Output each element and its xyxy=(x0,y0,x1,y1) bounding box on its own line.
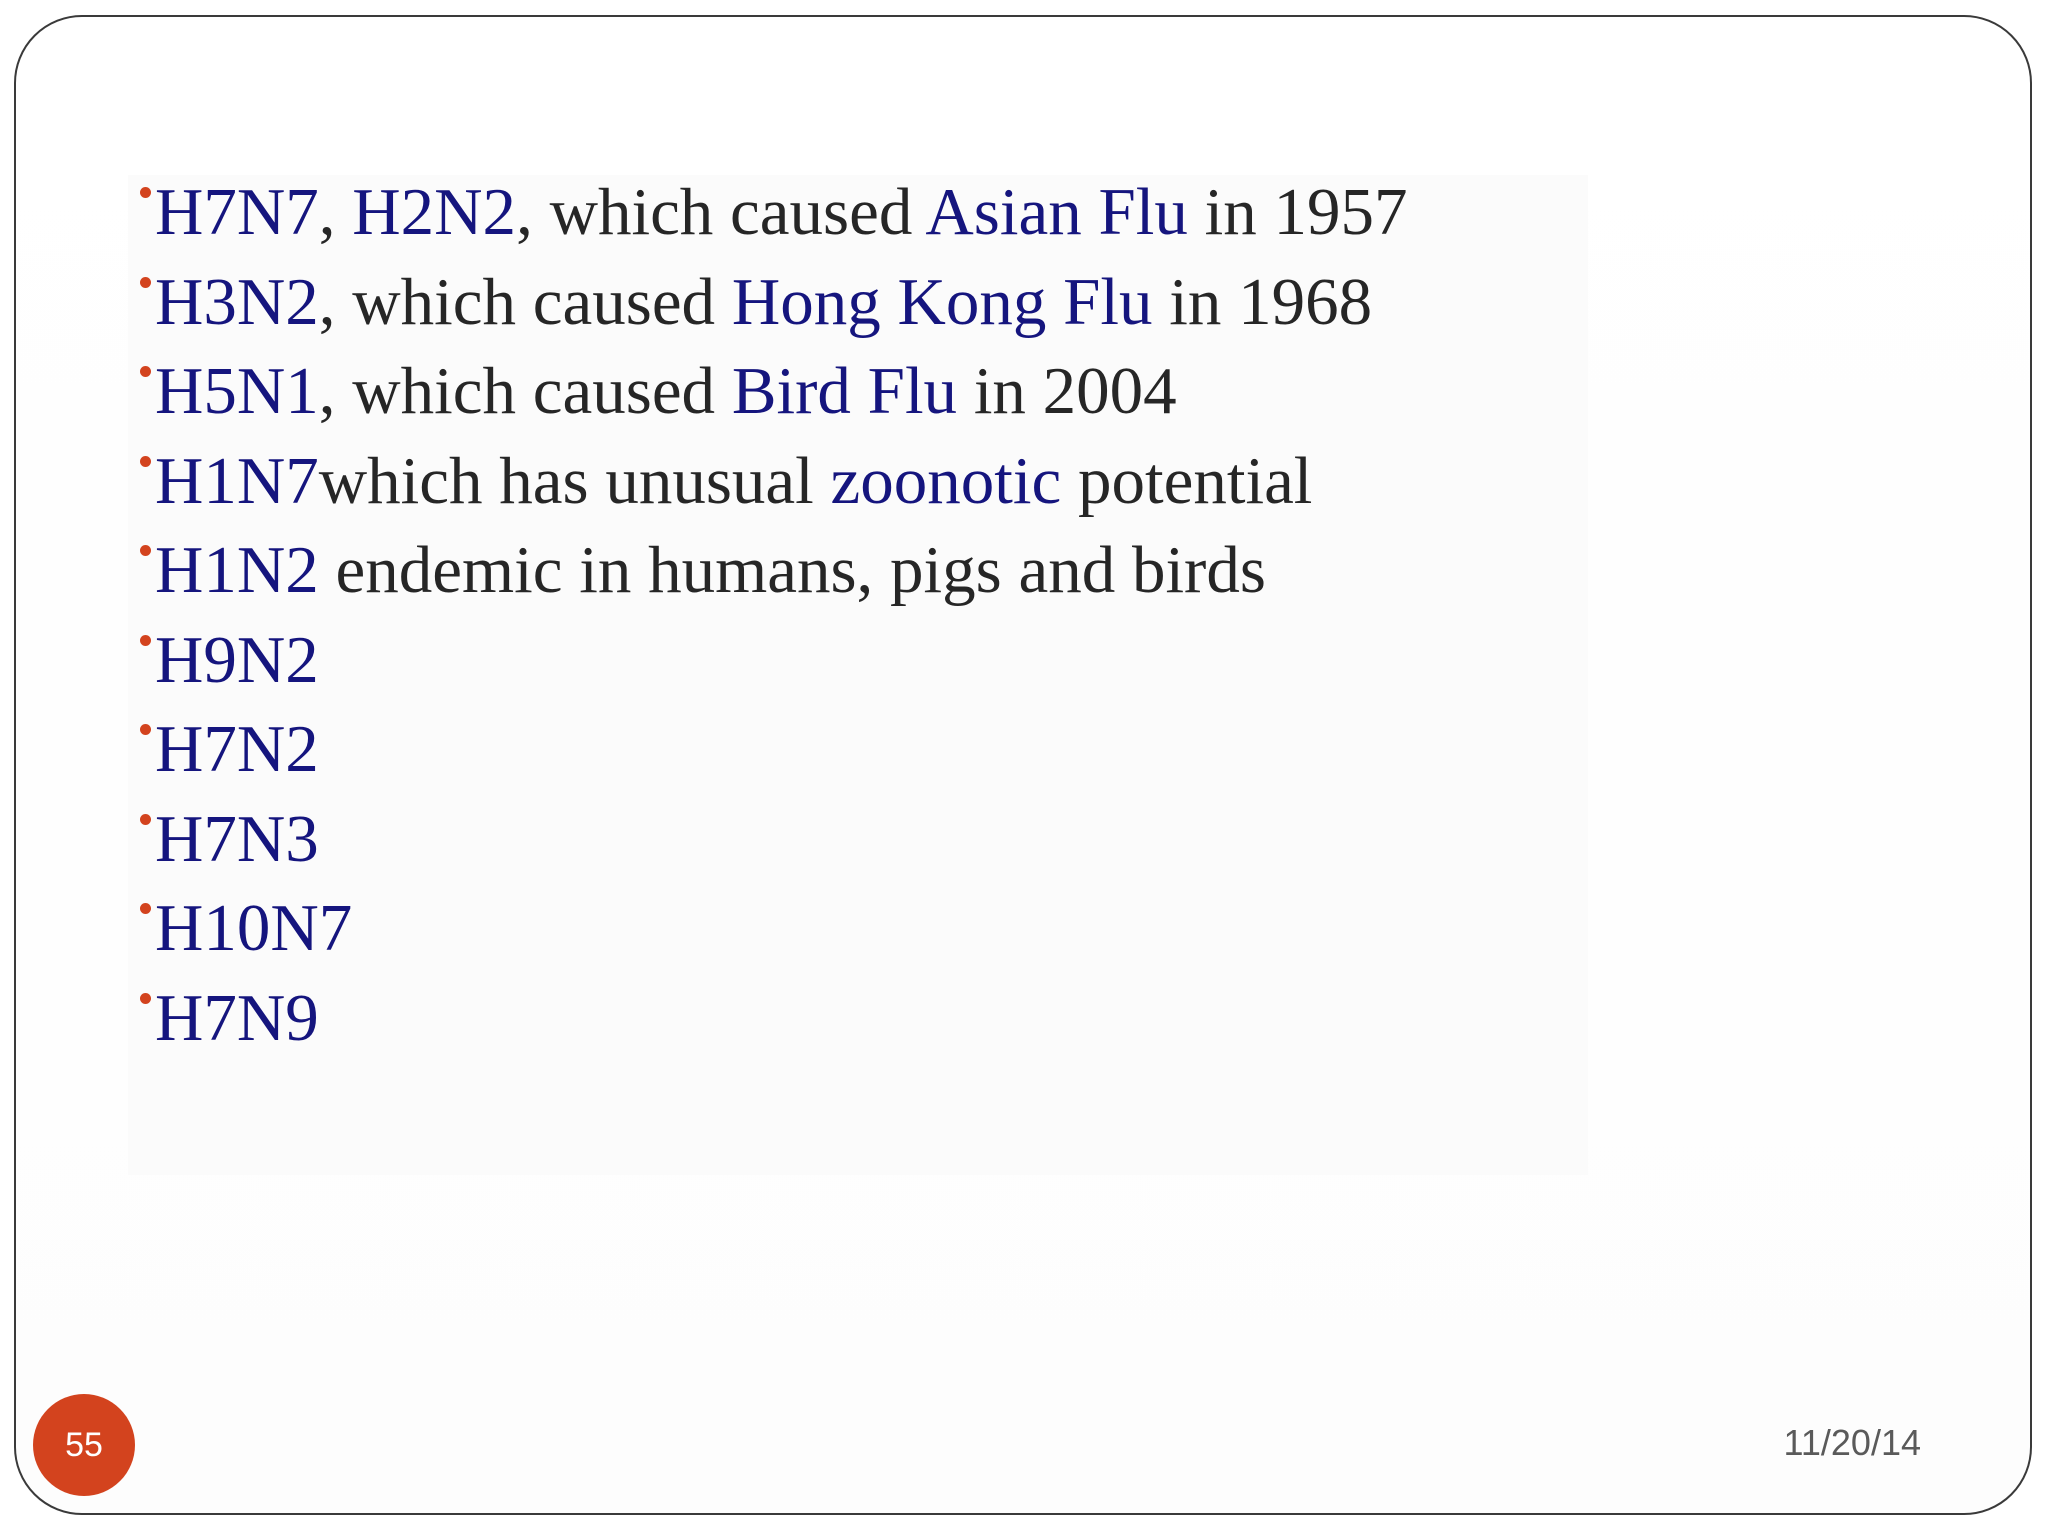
bullet-text-part: H10N7 xyxy=(155,891,353,965)
bullet-text-part: zoonotic xyxy=(830,443,1062,518)
bullet-item xyxy=(140,705,1940,795)
bullet-dot-icon xyxy=(140,724,151,735)
bullet-text-part: , which caused xyxy=(516,175,926,249)
bullet-text-part: H2N2 xyxy=(352,175,517,249)
bullet-dot-icon xyxy=(140,993,151,1004)
bullet-item xyxy=(140,258,1940,348)
bullet-text-part: H1N7 xyxy=(155,443,319,518)
bullet-item xyxy=(140,526,1940,616)
page-number-badge xyxy=(33,1394,135,1496)
bullet-text-part: H7N9 xyxy=(155,980,319,1055)
bullet-dot-icon xyxy=(140,903,151,914)
bullet-dot-icon xyxy=(140,277,151,288)
bullet-text-part: in 2004 xyxy=(957,354,1177,428)
bullet-text-part: Hong Kong Flu xyxy=(731,264,1153,339)
bullet-dot-icon xyxy=(140,366,151,377)
bullet-dot-icon xyxy=(140,456,151,467)
page-number: 55 xyxy=(65,1426,103,1464)
bullet-text-part: H7N3 xyxy=(155,801,319,876)
bullet-text-part: , xyxy=(318,175,353,249)
bullet-text-part: H9N2 xyxy=(155,622,319,697)
bullet-dot-icon xyxy=(140,545,151,556)
bullet-item xyxy=(140,795,1940,885)
bullet-item xyxy=(140,974,1940,1064)
bullet-text-part: in 1968 xyxy=(1152,264,1373,339)
bullet-text-part: in 1957 xyxy=(1187,175,1408,249)
bullet-text-part: H5N1 xyxy=(155,354,319,428)
bullet-text-part: Asian Flu xyxy=(925,175,1188,249)
bullet-item xyxy=(140,347,1940,437)
bullet-text-part: H1N2 xyxy=(155,533,319,607)
bullet-item xyxy=(140,884,1940,974)
bullet-dot-icon xyxy=(140,814,151,825)
bullet-text-part: H7N2 xyxy=(155,712,319,786)
bullet-item xyxy=(140,437,1940,527)
bullet-item xyxy=(140,616,1940,706)
bullet-text-part: H7N7 xyxy=(155,175,319,249)
bullet-text-part: which has unusual xyxy=(318,443,831,518)
bullet-dot-icon xyxy=(140,635,151,646)
bullet-text-part: H3N2 xyxy=(155,264,319,339)
bullet-text-part: , which caused xyxy=(318,354,732,428)
bullet-text-part: endemic in humans, pigs and birds xyxy=(318,533,1266,607)
bullet-text-part: , which caused xyxy=(318,264,732,339)
bullet-item xyxy=(140,168,1940,258)
bullet-list xyxy=(140,168,1940,1063)
bullet-text-part: Bird Flu xyxy=(731,354,958,428)
bullet-text-part: potential xyxy=(1061,443,1313,518)
bullet-dot-icon xyxy=(140,187,151,198)
slide-date: 11/20/14 xyxy=(1783,1422,1921,1463)
